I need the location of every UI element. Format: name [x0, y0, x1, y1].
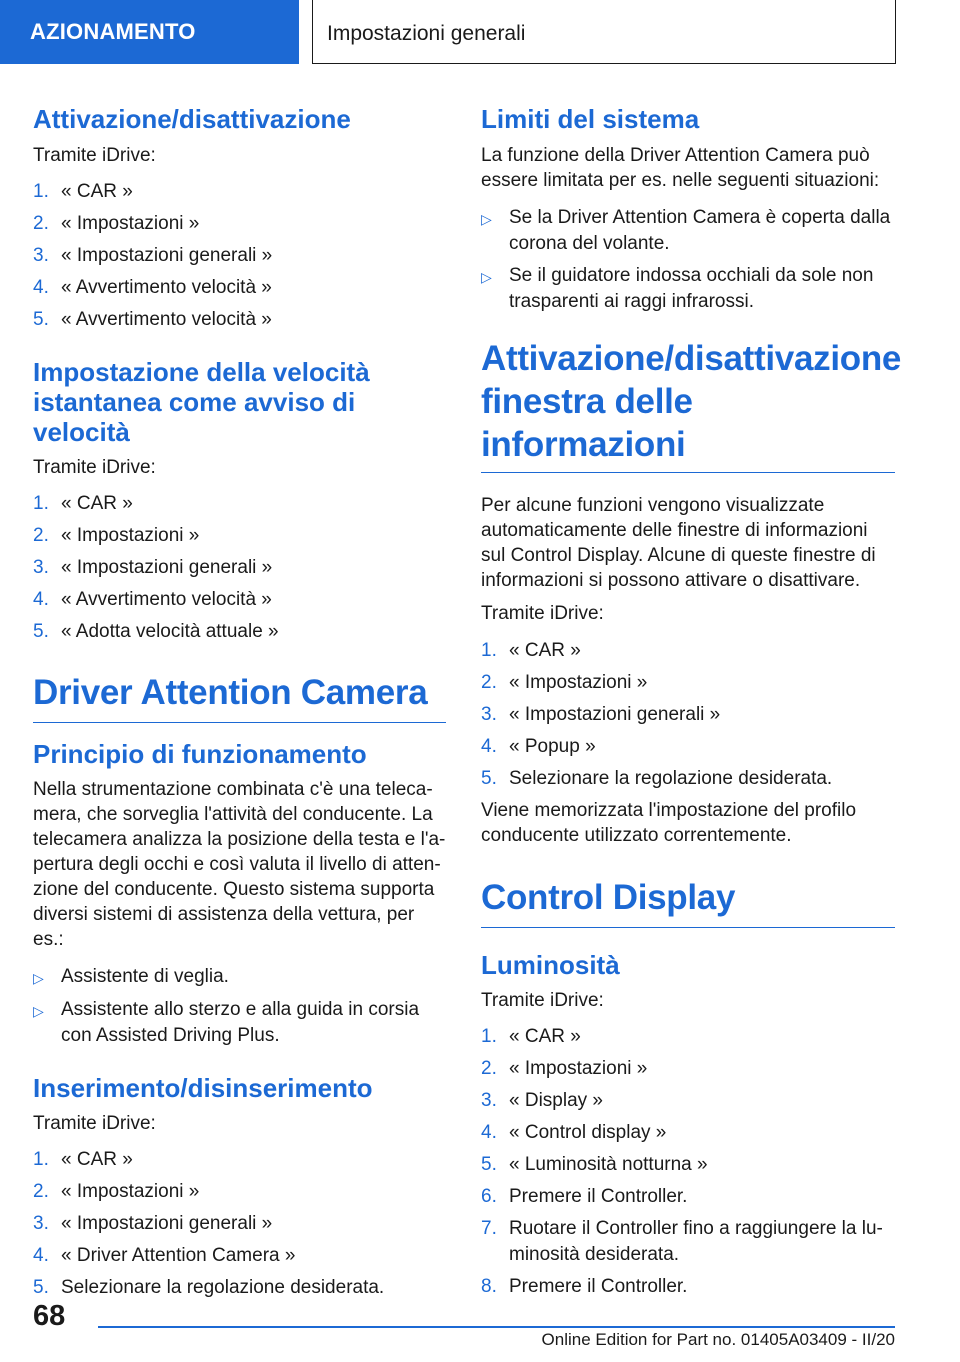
list-item: ▷ Assistente allo sterzo e alla guida in corsia con Assisted Driving Plus.: [33, 997, 446, 1049]
step-list: [33, 179, 446, 333]
list-item: 7. Ruotare il Controller fino a raggiungere la luminosità desiderata.: [481, 1218, 883, 1265]
section-heading-brightness: Luminosità: [481, 950, 620, 980]
triangle-bullet-icon: ▷: [33, 1003, 44, 1019]
chapter-title-info-window: Attivazione/disattivazione finestra delle informazioni: [481, 337, 895, 473]
list-item: 4. « Avvertimento velocità »: [33, 589, 272, 610]
bullet-list: [481, 205, 895, 315]
step-list: [481, 638, 895, 792]
limits-paragraph: La funzione della Driver Attention Camera può essere limitata per es. nelle seguenti situazioni:: [481, 145, 880, 191]
list-item: 1. « CAR »: [33, 493, 133, 514]
triangle-bullet-icon: ▷: [33, 970, 44, 986]
profile-note: Viene memorizzata l'impostazione del profilo conducente utilizzato correntemente.: [481, 800, 857, 846]
list-item: ▷ Se la Driver Attention Camera è coperta dalla corona del volante.: [481, 205, 895, 257]
bullet-list: [33, 964, 446, 1049]
list-item: 5. « Avvertimento velocità »: [33, 309, 272, 330]
page-number: 68: [33, 1300, 66, 1332]
chapter-tab: AZIONAMENTO: [0, 0, 299, 64]
list-item: 4. « Control display »: [481, 1122, 667, 1143]
lead-text: Tramite iDrive:: [33, 145, 156, 166]
lead-text: Tramite iDrive:: [481, 603, 604, 624]
list-item: 3. « Impostazioni generali »: [481, 704, 721, 725]
lead-text: Tramite iDrive:: [33, 1113, 156, 1134]
list-item: 4. « Popup »: [481, 736, 596, 757]
info-paragraph: Per alcune funzioni vengono visualizzate automaticamente delle finestre di informazioni sul Control Display. Alcune di queste finestre di informazioni si possono attivare o disattivare.: [481, 495, 876, 591]
triangle-bullet-icon: ▷: [481, 269, 492, 285]
list-item: 2. « Impostazioni »: [33, 1181, 200, 1202]
list-item: 6. Premere il Controller.: [481, 1186, 688, 1207]
step-list: [33, 1147, 446, 1301]
list-item: 3. « Impostazioni generali »: [33, 245, 273, 266]
list-item: 2. « Impostazioni »: [481, 1058, 648, 1079]
principle-paragraph: Nella strumentazione combinata c'è una telecamera, che sorveglia l'attività del conducente. La telecamera analizza la posizione della testa e l'apertura degli occhi e così valuta il livello di attenzione del conducente. Questo sistema supporta diversi sistemi di assistenza della vettura, per es.:: [33, 779, 446, 950]
list-item: 4. « Avvertimento velocità »: [33, 277, 272, 298]
step-list: [33, 491, 446, 645]
list-item: 3. « Impostazioni generali »: [33, 1213, 273, 1234]
list-item: 3. « Impostazioni generali »: [33, 557, 273, 578]
list-item: 8. Premere il Controller.: [481, 1276, 688, 1297]
list-item: 1. « CAR »: [481, 640, 581, 661]
lead-text: Tramite iDrive:: [33, 457, 156, 478]
list-item: 3. « Display »: [481, 1090, 603, 1111]
footer-divider: [98, 1326, 895, 1328]
list-item: ▷ Assistente di veglia.: [33, 964, 446, 991]
list-item: 2. « Impostazioni »: [33, 213, 200, 234]
section-heading-speed: Impostazione della velocità istantanea come avviso di velocità: [33, 357, 370, 447]
right-column: [481, 94, 902, 1300]
section-heading-limits: Limiti del sistema: [481, 104, 700, 134]
left-column: [33, 94, 446, 1301]
triangle-bullet-icon: ▷: [481, 211, 492, 227]
list-item: 5. Selezionare la regolazione desiderata.: [481, 768, 833, 789]
list-item: 5. « Adotta velocità attuale »: [33, 621, 279, 642]
list-item: ▷ Se il guidatore indossa occhiali da sole non trasparenti ai raggi infrarossi.: [481, 263, 895, 315]
list-item: 1. « CAR »: [33, 1149, 133, 1170]
chapter-title-driver-attention-camera: Driver Attention Camera: [33, 671, 446, 723]
list-item: 1. « CAR »: [33, 181, 133, 202]
page-header-title: Impostazioni generali: [312, 0, 896, 64]
step-list: [481, 1024, 895, 1300]
section-heading-on-off: Inserimento/disinserimento: [33, 1073, 373, 1103]
section-heading-activation: Attivazione/disattivazione: [33, 104, 351, 134]
list-item: 2. « Impostazioni »: [481, 672, 648, 693]
list-item: 2. « Impostazioni »: [33, 525, 200, 546]
list-item: 1. « CAR »: [481, 1026, 581, 1047]
section-heading-principle: Principio di funzionamento: [33, 739, 367, 769]
list-item: 5. Selezionare la regolazione desiderata.: [33, 1277, 385, 1298]
footer-edition: Online Edition for Part no. 01405A03409 - II/20: [541, 1330, 895, 1349]
chapter-title-control-display: Control Display: [481, 876, 895, 928]
list-item: 4. « Driver Attention Camera »: [33, 1245, 296, 1266]
list-item: 5. « Luminosità notturna »: [481, 1154, 708, 1175]
lead-text: Tramite iDrive:: [481, 990, 604, 1011]
